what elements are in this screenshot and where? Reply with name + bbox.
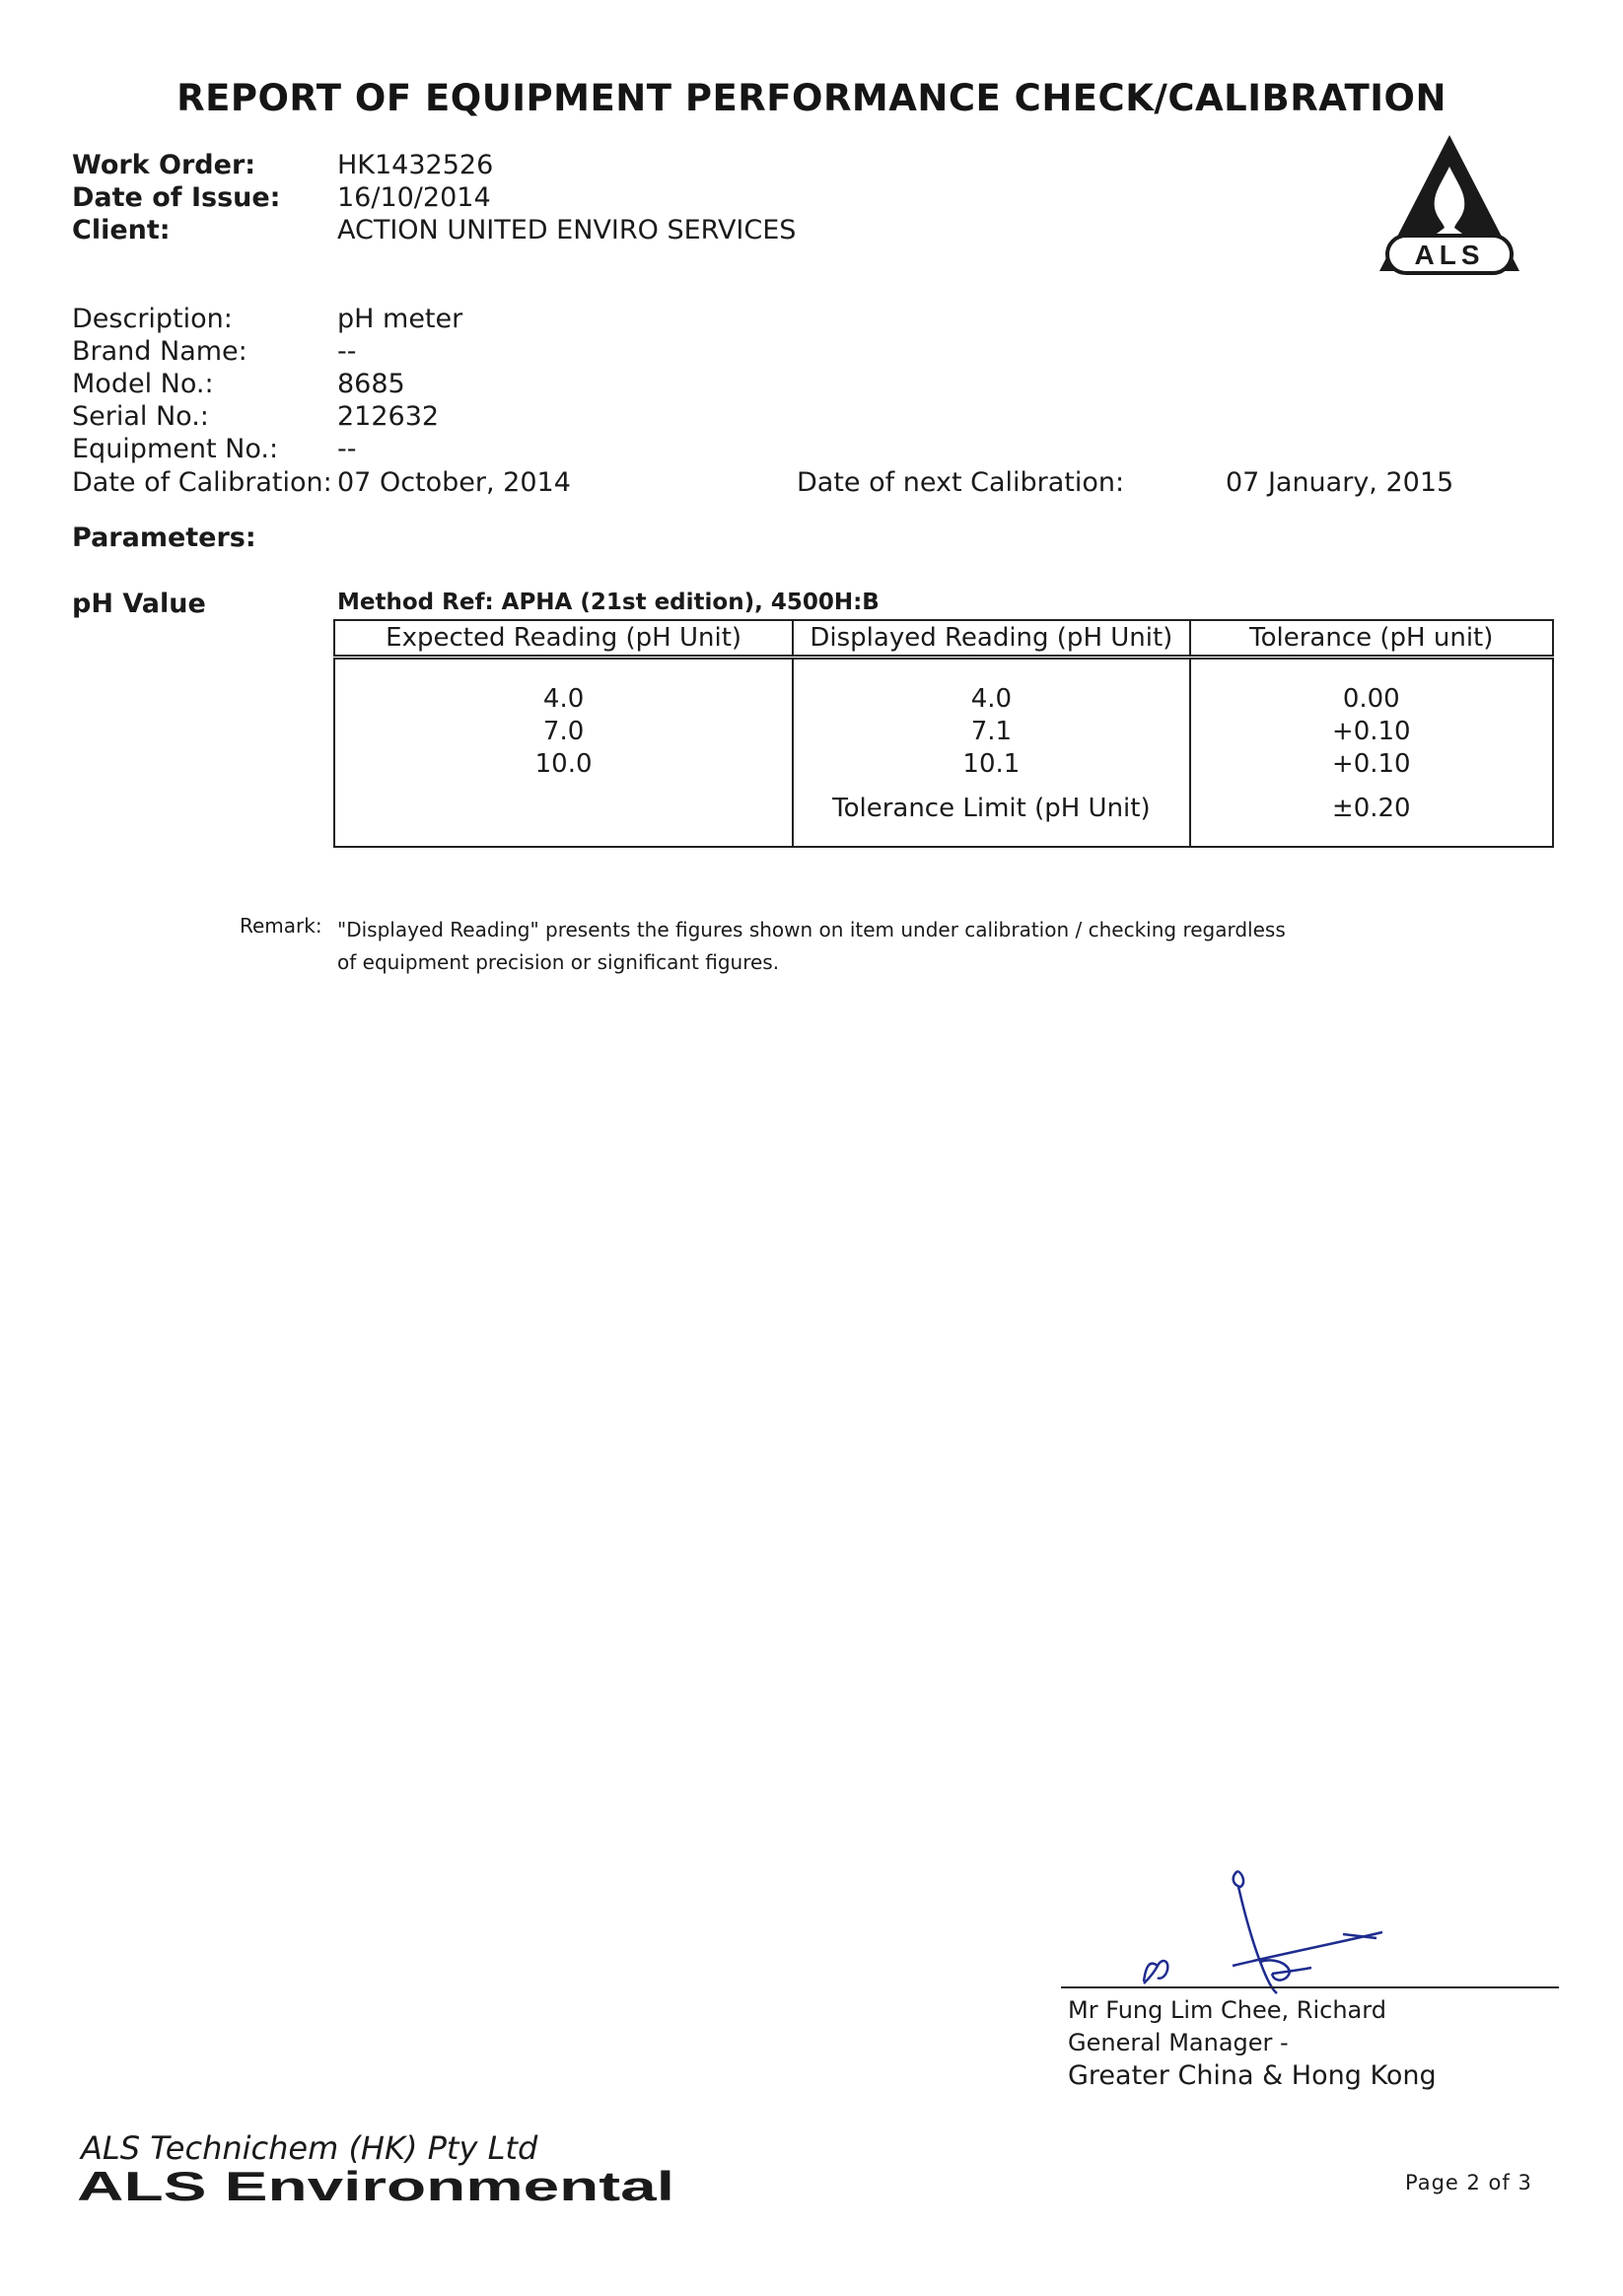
equipment-no-value: -- bbox=[337, 434, 357, 464]
client-label: Client: bbox=[72, 215, 171, 245]
client-value: ACTION UNITED ENVIRO SERVICES bbox=[337, 215, 797, 245]
signatory-region: Greater China & Hong Kong bbox=[1068, 2060, 1437, 2091]
model-label: Model No.: bbox=[72, 369, 214, 399]
parameter-name: pH Value bbox=[72, 589, 206, 619]
tolerance-value: 0.00 bbox=[1342, 684, 1400, 714]
brand-value: -- bbox=[337, 336, 357, 367]
tolerance-cell bbox=[1190, 658, 1553, 848]
page-number: Page 2 of 3 bbox=[1405, 2171, 1532, 2194]
handwritten-signature bbox=[1114, 1863, 1410, 2011]
work-order-label: Work Order: bbox=[72, 150, 256, 180]
date-of-issue-label: Date of Issue: bbox=[72, 182, 281, 213]
description-value: pH meter bbox=[337, 304, 463, 334]
expected-reading: 4.0 bbox=[542, 684, 585, 714]
table-header-displayed: Displayed Reading (pH Unit) bbox=[793, 620, 1189, 658]
table-row bbox=[334, 658, 1553, 848]
table-header-tolerance: Tolerance (pH unit) bbox=[1190, 620, 1553, 658]
als-logo-text: ALS bbox=[1414, 240, 1485, 270]
remark-label: Remark: bbox=[240, 914, 322, 938]
method-ref: Method Ref: APHA (21st edition), 4500H:B bbox=[337, 590, 880, 615]
remark-line: of equipment precision or significant figures. bbox=[337, 950, 780, 974]
work-order-value: HK1432526 bbox=[337, 150, 494, 180]
als-environmental-text: ALS Environmental bbox=[77, 2167, 674, 2206]
displayed-reading: 4.0 bbox=[970, 684, 1013, 714]
tolerance-limit-label: Tolerance Limit (pH Unit) bbox=[832, 794, 1151, 823]
remark-text bbox=[337, 914, 1373, 979]
tolerance-value: +0.10 bbox=[1331, 749, 1411, 779]
tolerance-value: +0.10 bbox=[1331, 717, 1411, 746]
signatory-title: General Manager - bbox=[1068, 2029, 1289, 2056]
brand-label: Brand Name: bbox=[72, 336, 247, 367]
als-logo bbox=[1376, 133, 1523, 281]
displayed-readings-cell bbox=[793, 658, 1189, 848]
tolerance-limit-value: ±0.20 bbox=[1331, 794, 1411, 823]
signatory-name: Mr Fung Lim Chee, Richard bbox=[1068, 1996, 1386, 2024]
expected-reading: 7.0 bbox=[542, 717, 585, 746]
serial-label: Serial No.: bbox=[72, 401, 209, 432]
calibration-table bbox=[333, 619, 1554, 848]
expected-reading: 10.0 bbox=[534, 749, 593, 779]
calibration-date-label: Date of Calibration: bbox=[72, 467, 332, 498]
next-calibration-value: 07 January, 2015 bbox=[1226, 467, 1454, 498]
displayed-reading: 7.1 bbox=[970, 717, 1013, 746]
date-of-issue-value: 16/10/2014 bbox=[337, 182, 491, 213]
serial-value: 212632 bbox=[337, 401, 440, 432]
expected-readings-cell bbox=[334, 658, 793, 848]
report-title: REPORT OF EQUIPMENT PERFORMANCE CHECK/CALIBRATION bbox=[176, 77, 1447, 119]
model-value: 8685 bbox=[337, 369, 405, 399]
parameters-label: Parameters: bbox=[72, 522, 256, 553]
company-name: ALS Technichem (HK) Pty Ltd bbox=[81, 2129, 538, 2167]
displayed-reading: 10.1 bbox=[962, 749, 1021, 779]
signature-line bbox=[1061, 1986, 1559, 1988]
als-environmental-logo bbox=[75, 2167, 678, 2206]
equipment-no-label: Equipment No.: bbox=[72, 434, 279, 464]
remark-line: "Displayed Reading" presents the figures shown on item under calibration / checking regardless bbox=[337, 918, 1286, 941]
next-calibration-label: Date of next Calibration: bbox=[797, 467, 1125, 498]
description-label: Description: bbox=[72, 304, 233, 334]
table-header-expected: Expected Reading (pH Unit) bbox=[334, 620, 793, 658]
calibration-date-value: 07 October, 2014 bbox=[337, 467, 571, 498]
